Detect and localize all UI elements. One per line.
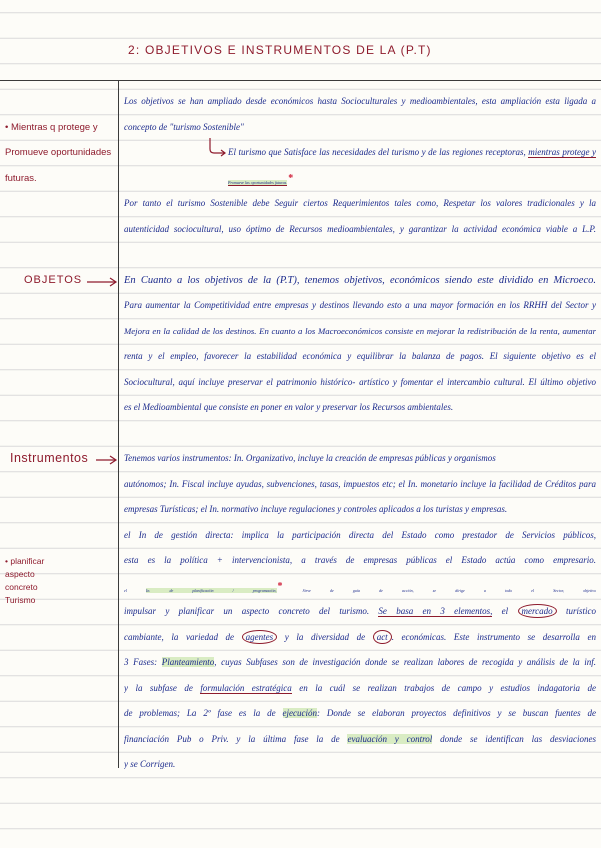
margin-note-line: futuras. — [5, 172, 37, 184]
note-line: Sociocultural, aquí incluye preservar el patrimonio histórico- artístico y fomentar el intercambio cultural. El último objetivo — [124, 376, 596, 387]
margin-note-line: • Mientras q protege y — [5, 121, 98, 133]
note-line: empresas Turísticas; el In. normativo incluye regulaciones y controles aplicados a los turistas y empresas. — [124, 504, 508, 515]
note-line — [124, 140, 596, 166]
note-text: donde se identifican las desviaciones — [432, 733, 596, 744]
note-text: en la cuál se realizan trabajos de campo y estudios indagatoria de — [291, 682, 596, 693]
margin-note-line: Turismo — [5, 594, 36, 605]
note-line: es el Medioambiental que consiste en poner en valor y preservar los Recursos ambientales. — [124, 402, 454, 413]
note-text: Sirve de guía de acción, se dirige a todo el Sector, objetivo — [283, 587, 596, 593]
note-text: turístico — [556, 606, 596, 617]
arrow-right-icon — [95, 454, 118, 466]
section-intro — [124, 89, 596, 242]
notes-body — [124, 89, 596, 778]
margin-divider — [118, 80, 119, 768]
note-line: renta y el empleo, favorecer la estabilidad económica y equilibrar la balanza de pagos. El siguiente objetivo es el — [124, 351, 596, 362]
asterisk-mark: * — [277, 580, 283, 592]
margin-label-objetivos: OBJETOS — [24, 273, 83, 286]
margin-note-line: Promueve oportunidades — [5, 147, 112, 159]
note-text: , cuyas Subfases son de investigación donde se realizan labores de recogida y análisis de la inf. — [214, 657, 596, 668]
note-line: Mejora en la calidad de los destinos. En cuanto a los Macroeconómicos consiste en mejorar la redistribución de la renta, aumentar — [124, 325, 596, 336]
underlined-text: Se basa en 3 elementos, — [378, 606, 493, 617]
note-text: . económicas. Este instrumento se desarrolla en — [391, 631, 596, 642]
blank-row — [124, 242, 596, 268]
circled-word: act — [373, 630, 392, 644]
highlighted-text: evaluación y control — [347, 733, 433, 744]
margin-note-line: aspecto — [5, 568, 35, 579]
section-objetivos — [124, 268, 596, 421]
note-line — [124, 574, 596, 600]
page-title: 2: OBJETIVOS E INSTRUMENTOS DE LA (P.T) — [128, 43, 432, 57]
note-line — [124, 599, 596, 625]
note-text: el — [124, 587, 147, 593]
highlighted-text: In. de planificación / programación, — [146, 587, 277, 593]
note-line — [124, 676, 596, 702]
margin-note-sustainability — [5, 115, 115, 192]
note-text: y la subfase de — [124, 682, 201, 693]
note-line: En Cuanto a los objetivos de la (P.T), tenemos objetivos, económicos siendo este dividido en Microeco. — [124, 274, 596, 286]
note-line: esta es la política + intervencionista, a través de empresas públicas el Estado actúa como empresario. — [124, 555, 596, 566]
highlighted-text: Promueve las oportunidades futuras. — [228, 179, 288, 185]
note-text: el — [492, 606, 518, 617]
underlined-text: formulación estratégica — [200, 682, 292, 693]
note-line: Para aumentar la Competitividad entre empresas y destinos llevando esto a una mayor formación en los RRHH del Sector y — [124, 300, 596, 311]
note-text: : Donde se elaboran proyectos definitivos y se buscan fuentes de — [317, 708, 596, 719]
note-text: financiación Pub o Priv. y la última fase la de — [124, 733, 348, 744]
note-line: Tenemos varios instrumentos: In. Organizativo, incluye la creación de empresas públicas y organismos — [124, 453, 496, 464]
blank-row — [124, 421, 596, 447]
underlined-text: mientras protege y — [528, 147, 596, 158]
note-line: Por tanto el turismo Sostenible debe Seguir ciertos Requerimientos tales como, Respetar los valores tradicionales y la — [124, 198, 596, 209]
note-line: el In de gestión directa: implica la participación directa del Estado como prestador de Servicios públicos, — [124, 529, 596, 540]
note-line — [124, 727, 596, 753]
note-text: cambiante, la variedad de — [124, 631, 242, 642]
note-line: y se Corrigen. — [124, 759, 176, 770]
circled-word: agentes — [242, 630, 278, 644]
note-line: autónomos; In. Fiscal incluye ayudas, subvenciones, tasas, impuestos etc; el In. monetario incluye la facilidad de Créditos para — [124, 478, 596, 489]
note-line: concepto de "turismo Sostenible" — [124, 121, 244, 132]
note-line: autenticidad sociocultural, uso óptimo de Recursos medioambientales, y garantizar la actividad económica viable a L.P. — [124, 223, 596, 234]
highlighted-text: ejecución — [282, 708, 318, 719]
asterisk-mark: * — [288, 172, 294, 184]
margin-note-planificar — [5, 555, 95, 607]
note-text: 3 Fases: — [124, 657, 162, 668]
note-text: impulsar y planificar un aspecto concreto del turismo. — [124, 606, 379, 617]
margin-note-line: concreto — [5, 581, 38, 592]
note-line — [124, 701, 596, 727]
note-text: de problemas; La 2º fase es la de — [124, 708, 283, 719]
note-line — [124, 166, 596, 192]
highlighted-text: Planteamiento — [161, 657, 215, 668]
header-divider — [0, 80, 601, 81]
circled-word: mercado — [518, 604, 557, 618]
note-line — [124, 625, 596, 651]
margin-note-line: • planificar — [5, 555, 45, 566]
arrow-right-icon — [86, 276, 118, 288]
margin-label-instrumentos: Instrumentos — [10, 451, 89, 466]
section-instrumentos — [124, 446, 596, 778]
note-line: Los objetivos se han ampliado desde económicos hasta Socioculturales y medioambientales, esta ampliación esta ligada a — [124, 96, 596, 107]
note-text: y la diversidad de — [277, 631, 373, 642]
note-line — [124, 650, 596, 676]
note-text: El turismo que Satisface las necesidades del turismo y de las regiones receptoras, — [228, 147, 529, 158]
